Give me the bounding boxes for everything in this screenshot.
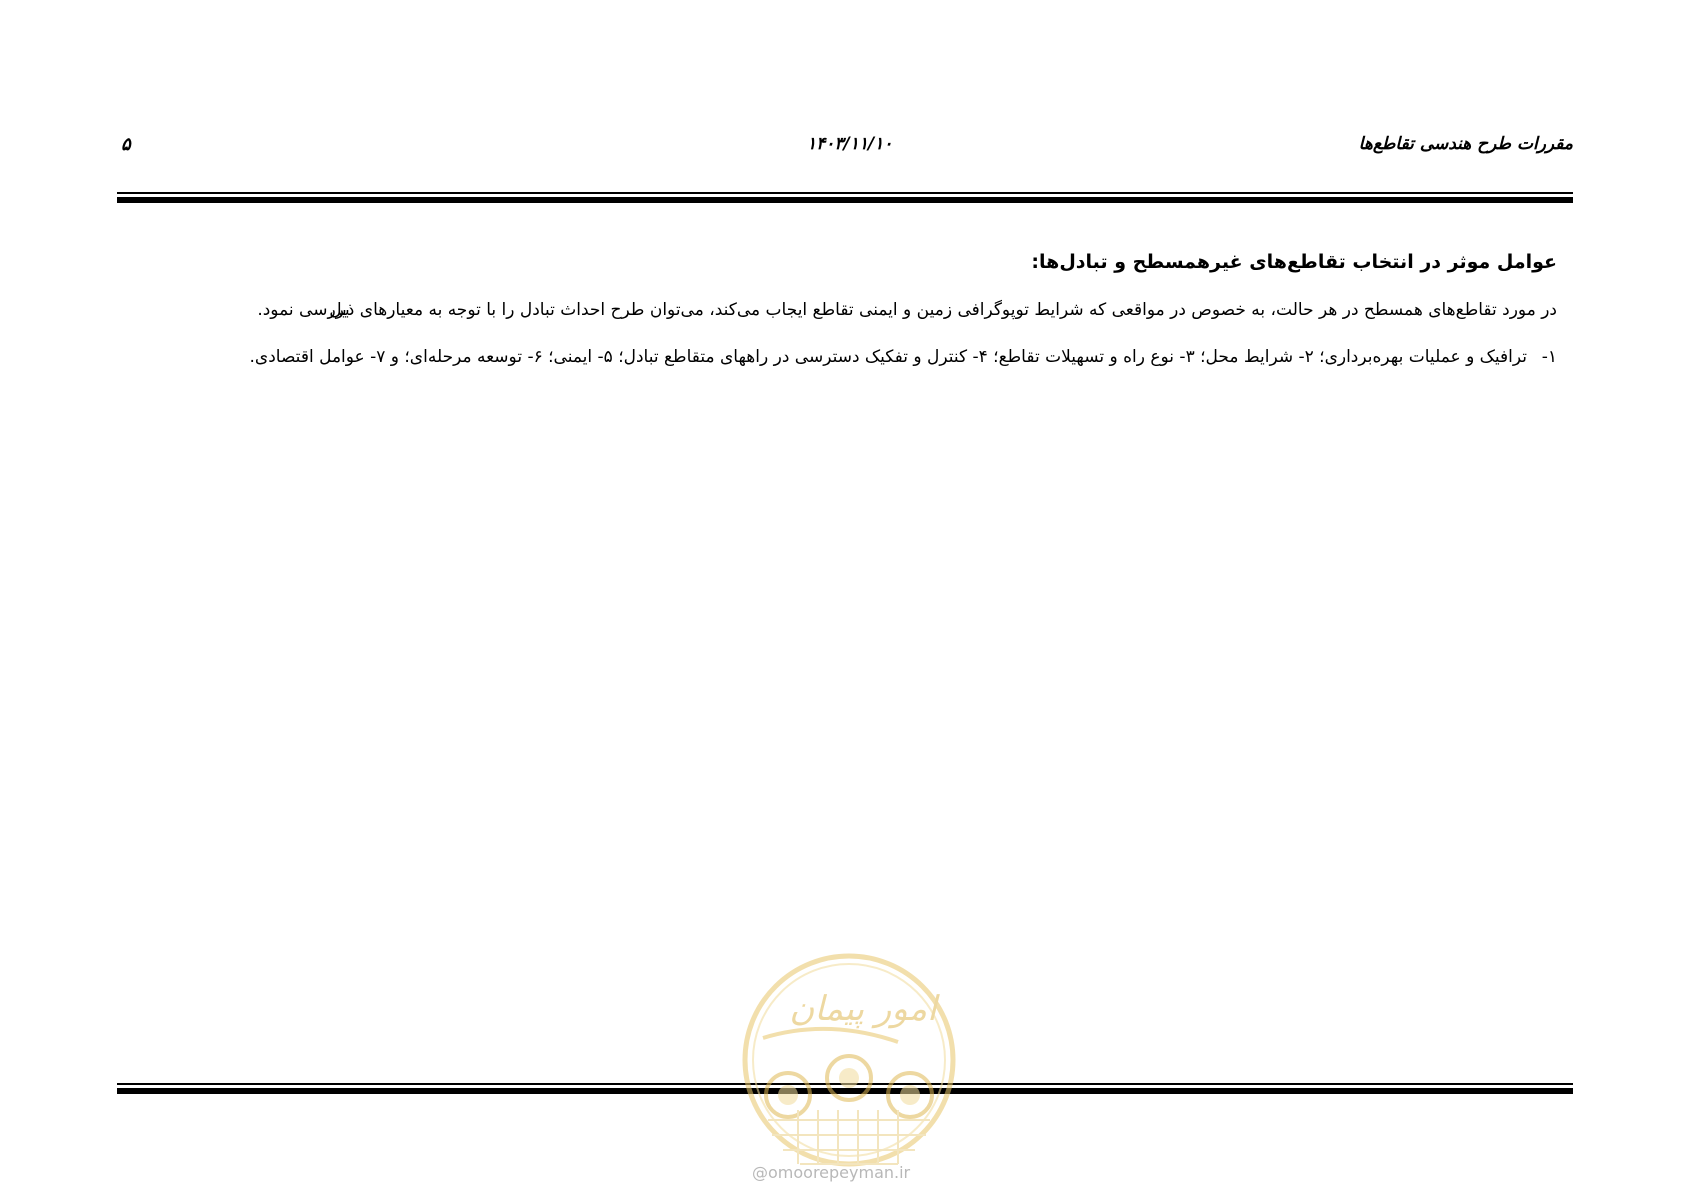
section-heading: عوامل موثر در انتخاب تقاطع‌های غیرهمسطح و تبادل‌ها:	[1031, 251, 1557, 273]
header-divider	[117, 192, 1573, 203]
page-content	[113, 245, 1583, 381]
watermark-logo-text: امور پیمان	[789, 989, 937, 1029]
list-item	[113, 334, 1557, 381]
criteria-list	[113, 334, 1583, 381]
watermark-logo	[738, 950, 960, 1190]
page-header	[117, 128, 1573, 164]
page-number: ۵	[121, 134, 131, 155]
list-item-number: ۱-	[1541, 347, 1557, 367]
paragraph-line-1: در مورد تقاطع‌های همسطح در هر حالت، به خصوص در مواقعی که شرایط توپوگرافی زمین و ایمنی تقاطع ایجاب می‌کند، می‌توان طرح احداث تبادل را با توجه به معیارهای ذیل	[329, 300, 1557, 320]
document-title: مقررات طرح هندسی تقاطع‌ها	[1358, 134, 1573, 154]
body-paragraph	[113, 287, 1557, 334]
paragraph-line-2: بررسی نمود.	[257, 300, 350, 320]
list-item-text: ترافیک و عملیات بهره‌برداری؛ ۲- شرایط محل؛ ۳- نوع راه و تسهیلات تقاطع؛ ۴- کنترل و تفکیک دسترسی در راههای متقاطع تبادل؛ ۵- ایمنی؛ ۶- توسعه مرحله‌ای؛ و ۷- عوامل اقتصادی.	[249, 347, 1527, 367]
document-date: ۱۴۰۳/۱۱/۱۰	[807, 134, 893, 154]
watermark-site-url: @omoorepeyman.ir	[752, 1163, 911, 1182]
